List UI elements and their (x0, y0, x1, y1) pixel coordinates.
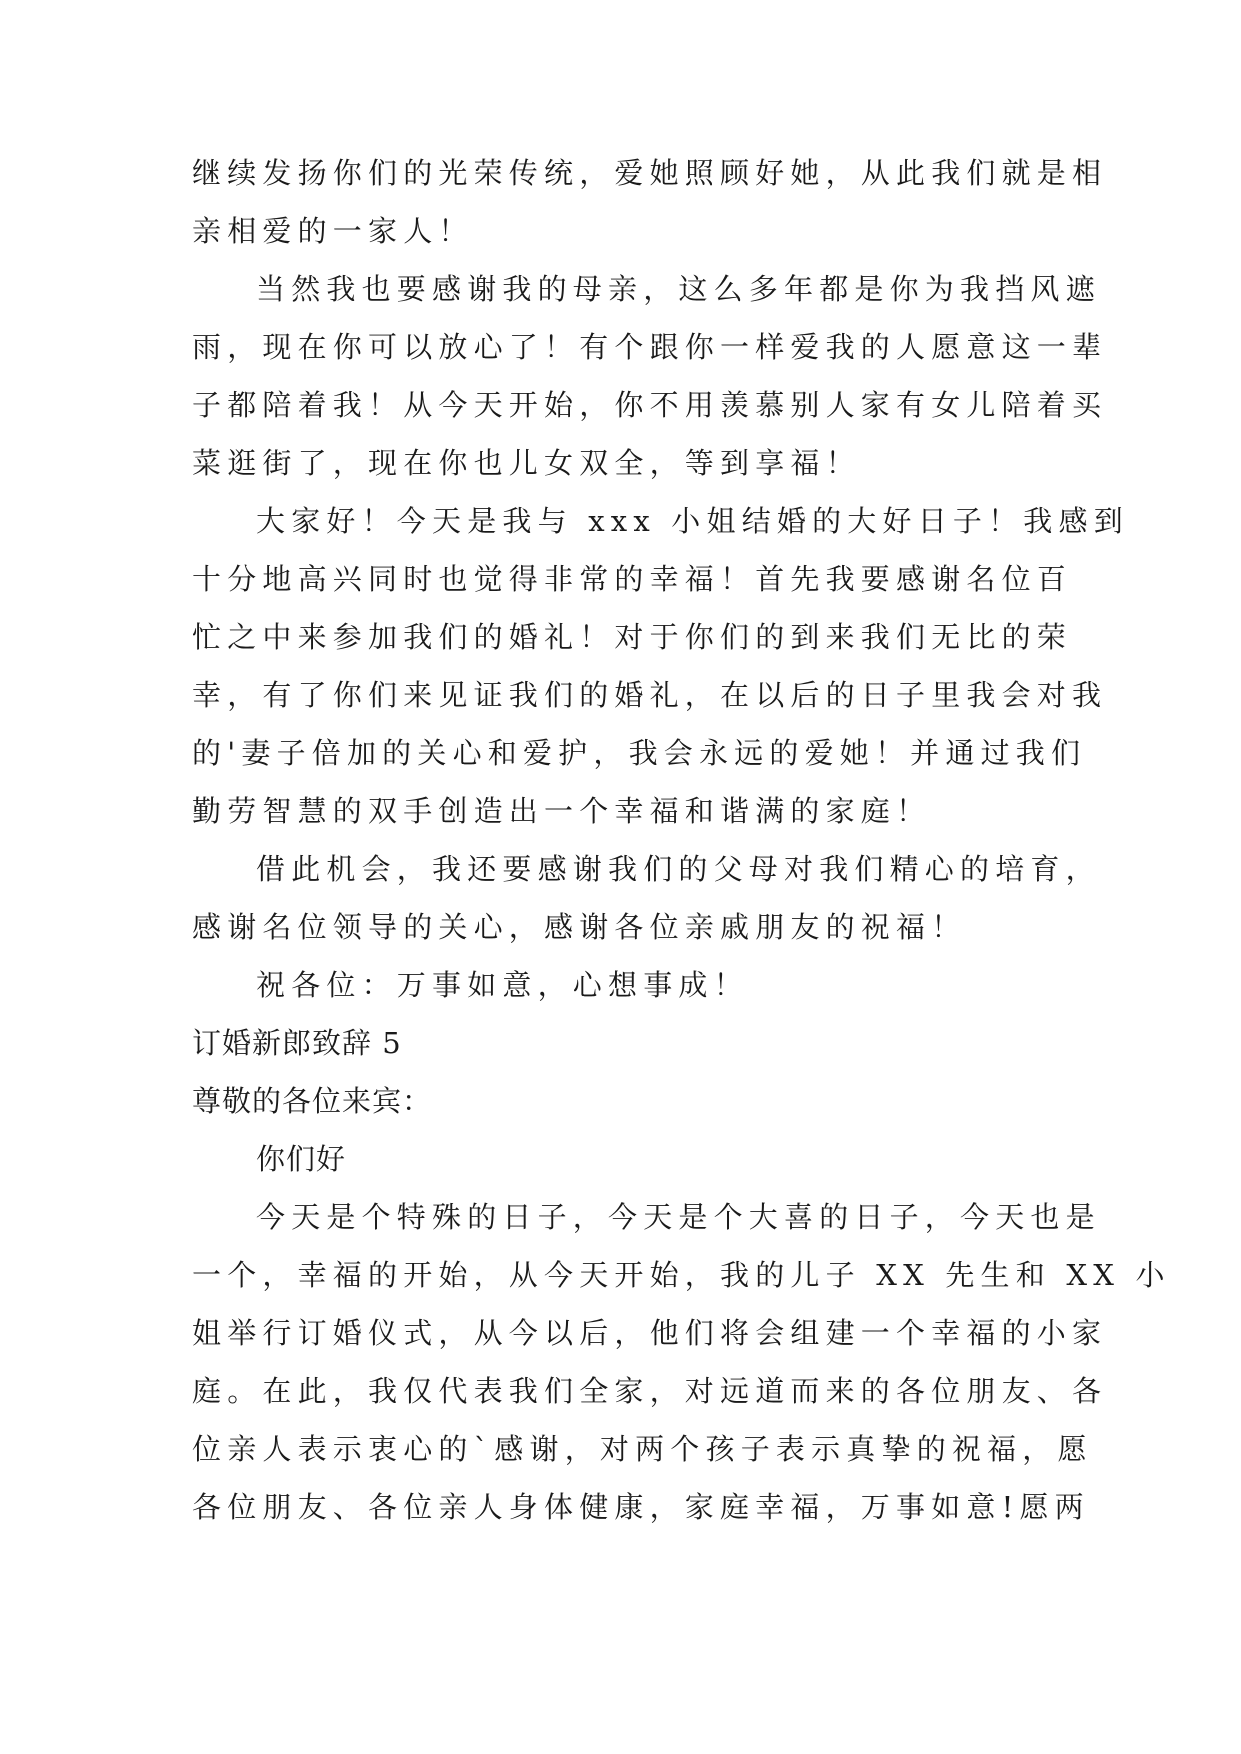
paragraph-start-line: 大家好！今天是我与 xxx 小姐结婚的大好日子！我感到 (256, 504, 1129, 538)
greeting: 你们好 (256, 1142, 347, 1176)
text-line: 姐举行订婚仪式，从今以后，他们将会组建一个幸福的小家 (192, 1316, 1108, 1350)
text-line: 子都陪着我！从今天开始，你不用羡慕别人家有女儿陪着买 (192, 388, 1108, 422)
text-line: 忙之中来参加我们的婚礼！对于你们的到来我们无比的荣 (192, 620, 1073, 654)
text-line: 一个，幸福的开始，从今天开始，我的儿子 XX 先生和 XX 小 (192, 1258, 1171, 1292)
text-line: 庭。在此，我仅代表我们全家，对远道而来的各位朋友、各 (192, 1374, 1108, 1408)
text-line: 幸，有了你们来见证我们的婚礼，在以后的日子里我会对我 (192, 678, 1108, 712)
text-line: 各位朋友、各位亲人身体健康，家庭幸福，万事如意!愿两 (192, 1490, 1090, 1524)
text-line: 十分地高兴同时也觉得非常的幸福！首先我要感谢名位百 (192, 562, 1073, 596)
text-line: 感谢名位领导的关心，感谢各位亲戚朋友的祝福！ (192, 910, 967, 944)
text-line: 雨，现在你可以放心了！有个跟你一样爱我的人愿意这一辈 (192, 330, 1108, 364)
text-line: 位亲人表示衷心的`感谢，对两个孩子表示真挚的祝福，愿 (192, 1432, 1093, 1466)
text-line: 勤劳智慧的双手创造出一个幸福和谐满的家庭！ (192, 794, 932, 828)
text-line: 亲相爱的一家人！ (192, 214, 474, 248)
text-line: 菜逛街了，现在你也儿女双全，等到享福！ (192, 446, 861, 480)
text-line: 继续发扬你们的光荣传统，爱她照顾好她，从此我们就是相 (192, 156, 1108, 190)
salutation: 尊敬的各位来宾： (192, 1084, 433, 1118)
paragraph-start-line: 当然我也要感谢我的母亲，这么多年都是你为我挡风遮 (256, 272, 1101, 306)
paragraph-start-line: 今天是个特殊的日子，今天是个大喜的日子，今天也是 (256, 1200, 1101, 1234)
paragraph-start-line: 借此机会，我还要感谢我们的父母对我们精心的培育， (256, 852, 1101, 886)
text-line: 的'妻子倍加的关心和爱护，我会永远的爱她！并通过我们 (192, 736, 1087, 770)
section-heading: 订婚新郎致辞 5 (192, 1026, 402, 1060)
closing-wish-line: 祝各位：万事如意，心想事成！ (256, 968, 749, 1002)
